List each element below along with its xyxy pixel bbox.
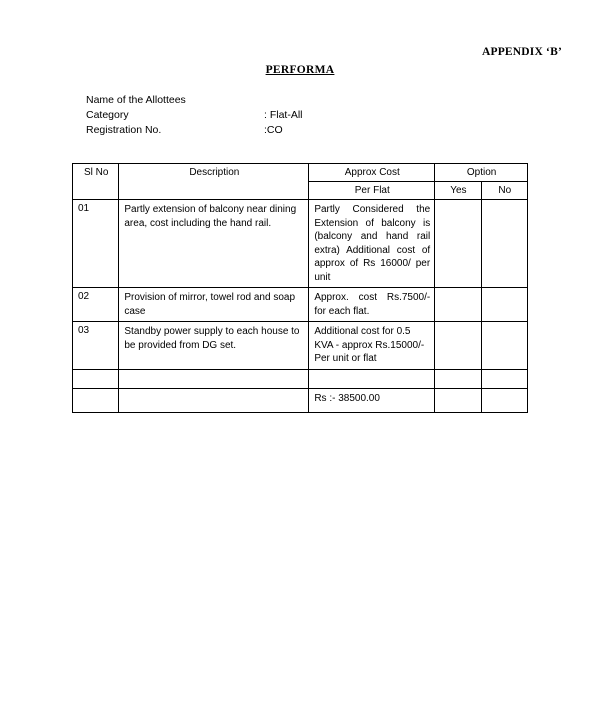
cell-total-amount: Rs :- 38500.00: [309, 388, 435, 412]
table-row: [73, 288, 528, 322]
cell-option-yes: [435, 388, 481, 412]
cell-sl-no: 01: [73, 200, 119, 288]
cell-approx-cost: Additional cost for 0.5 KVA - approx Rs.15000/- Per unit or flat: [309, 322, 435, 370]
cell-description: Partly extension of balcony near dining area, cost including the hand rail.: [119, 200, 309, 288]
cell-description: Provision of mirror, towel rod and soap case: [119, 288, 309, 322]
meta-value-category: : Flat-All: [264, 109, 303, 121]
cell-description: [119, 388, 309, 412]
appendix-label: APPENDIX ‘B’: [481, 46, 562, 58]
table-header-row: [73, 164, 528, 182]
meta-row: [86, 108, 303, 123]
meta-value-registration-no: :CO: [264, 124, 283, 136]
header-no: No: [481, 182, 527, 200]
cell-option-yes[interactable]: [435, 288, 481, 322]
cell-description: Standby power supply to each house to be provided from DG set.: [119, 322, 309, 370]
cell-sl-no: [73, 369, 119, 388]
cell-option-yes[interactable]: [435, 200, 481, 288]
header-approx-cost: Approx Cost: [309, 164, 435, 182]
cell-option-no[interactable]: [481, 200, 527, 288]
cell-approx-cost: [309, 369, 435, 388]
cell-sl-no: 03: [73, 322, 119, 370]
allottee-details: [86, 93, 303, 138]
table-total-row: [73, 388, 528, 412]
cell-approx-cost: Approx. cost Rs.7500/- for each flat.: [309, 288, 435, 322]
cell-sl-no: 02: [73, 288, 119, 322]
cell-option-no: [481, 388, 527, 412]
meta-row: [86, 123, 303, 138]
cell-approx-cost: Partly Considered the Extension of balcony is (balcony and hand rail extra) Additional cost of approx of Rs 16000/ per unit: [309, 200, 435, 288]
cell-option-no: [481, 369, 527, 388]
header-option: Option: [435, 164, 528, 182]
meta-label-category: Category: [86, 109, 129, 121]
cell-option-no[interactable]: [481, 322, 527, 370]
page-title: PERFORMA: [265, 64, 335, 76]
meta-label-name: Name of the Allottees: [86, 94, 186, 106]
table-spacer-row: [73, 369, 528, 388]
header-per-flat: Per Flat: [309, 182, 435, 200]
cell-description: [119, 369, 309, 388]
meta-row: [86, 93, 303, 108]
performa-table: [72, 163, 528, 413]
header-description: Description: [119, 164, 309, 200]
table-row: [73, 322, 528, 370]
cell-sl-no: [73, 388, 119, 412]
meta-label-registration-no: Registration No.: [86, 124, 162, 136]
cell-option-no[interactable]: [481, 288, 527, 322]
header-yes: Yes: [435, 182, 481, 200]
header-sl-no: Sl No: [73, 164, 119, 200]
table-row: [73, 200, 528, 288]
cell-option-yes[interactable]: [435, 322, 481, 370]
cell-option-yes: [435, 369, 481, 388]
